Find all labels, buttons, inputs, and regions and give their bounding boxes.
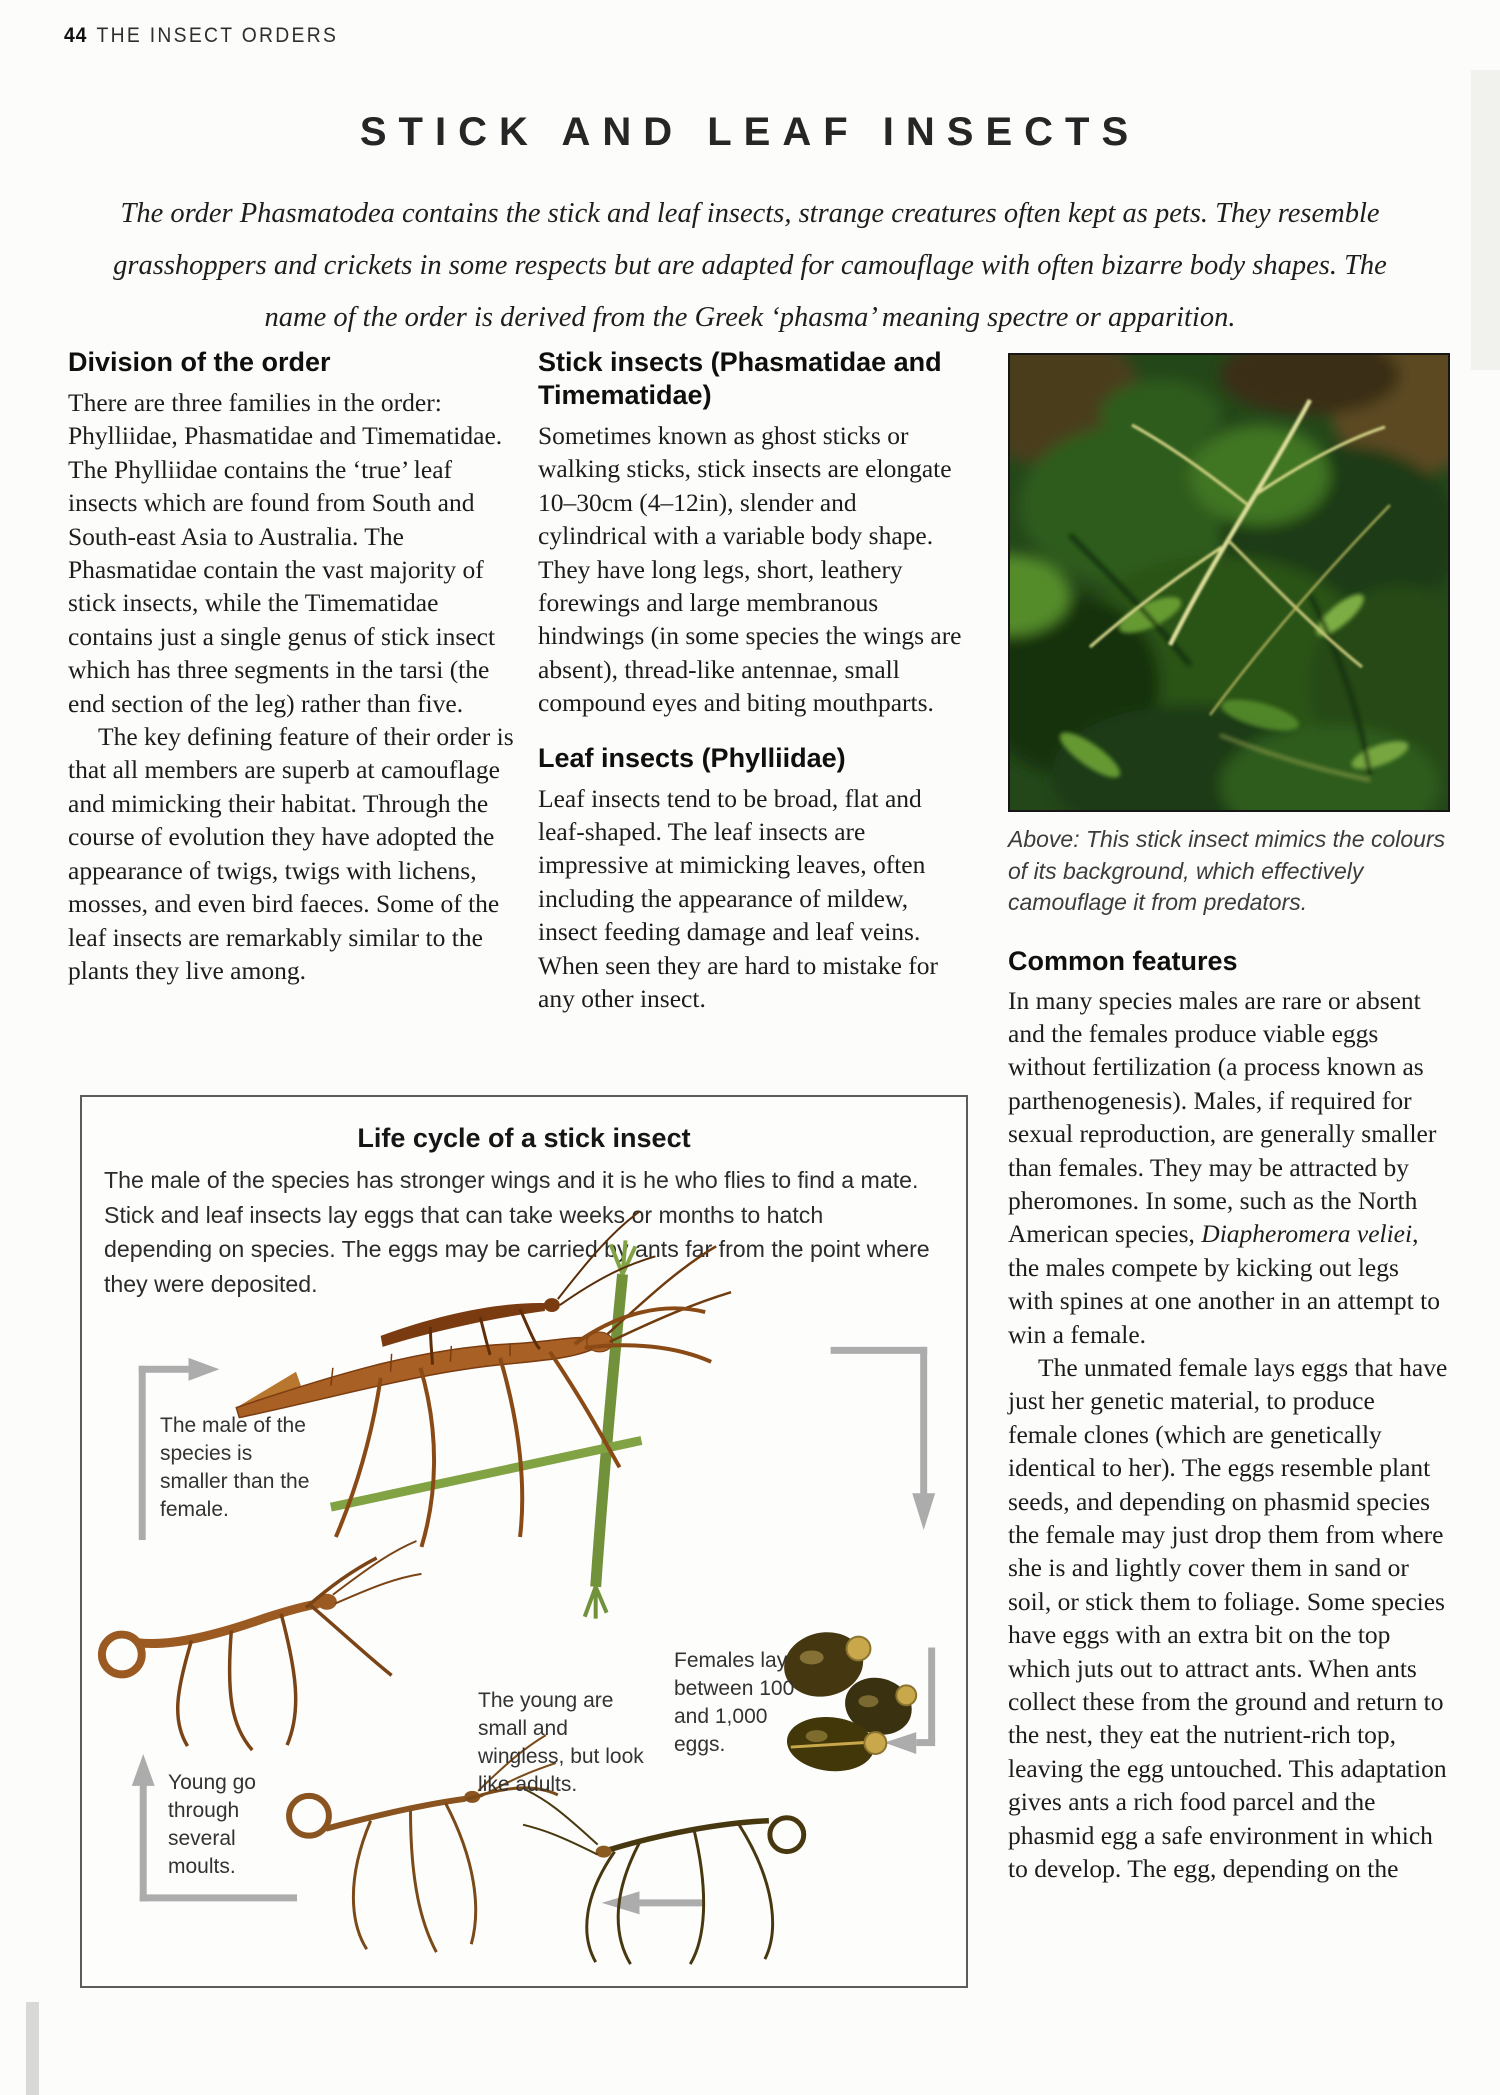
stick-insects-heading: Stick insects (Phasmatidae and Timematidae) — [538, 347, 942, 410]
running-header — [64, 24, 338, 48]
lifecycle-box — [80, 1095, 968, 1988]
habitat-photo — [1008, 353, 1450, 812]
common-features-heading: Common features — [1008, 945, 1238, 976]
column-common-features — [1008, 353, 1450, 1885]
label-male: The male of the species is smaller than the female. — [160, 1414, 310, 1521]
common-para1-b: , the males compete by kicking out legs with spines at one another in an attempt to win a female. — [1008, 1219, 1440, 1349]
column-division — [68, 346, 515, 987]
male-adult-illustration — [102, 1541, 422, 1750]
stick-insects-body: Sometimes known as ghost sticks or walking sticks, stick insects are elongate 10–30cm (4–12in), slender and cylindrical with a variable body shape. They have long legs, short, leathery forewings and large membranous hindwings (in some species the wings are absent), thread-like antennae, small compound eyes and biting mouthparts. — [538, 421, 962, 718]
foliage-photo-graphic — [1010, 355, 1448, 810]
page-number: 44 — [64, 24, 88, 47]
adult-mating-pair-illustration — [236, 1211, 731, 1546]
column-stick-leaf — [538, 346, 970, 1016]
scan-artifact-left — [26, 2002, 39, 2095]
section-header: THE INSECT ORDERS — [96, 24, 339, 47]
common-features-para-1 — [1008, 984, 1450, 1351]
division-para-1: There are three families in the order: Phylliidae, Phasmatidae and Timematidae. The Phylliidae contains the ‘true’ leaf insects which are found from South and South-east Asia to Australia. The Phasmatidae contain the vast majority of stick insects, while the Timematidae contains just a single genus of stick insect which has three segments in the tarsi (the end section of the leg) rather than five. — [68, 388, 503, 718]
photo-caption: Above: This stick insect mimics the colours of its background, which effectively camouflage it from predators. — [1008, 826, 1446, 915]
common-para1-a: In many species males are rare or absent and the females produce viable eggs without fertilization (a process known as parthenogenesis). Males, if required for sexual reproduction, are generally smaller than females. They may be attracted by pheromones. In some, such as the North American species, — [1008, 985, 1437, 1249]
leaf-insects-heading: Leaf insects (Phylliidae) — [538, 742, 846, 773]
label-moults: Young go through several moults. — [168, 1771, 256, 1878]
leaf-insects-body: Leaf insects tend to be broad, flat and leaf-shaped. The leaf insects are impressive at mimicking leaves, often including the appearance of mildew, insect feeding damage and leaf veins. When seen they are hard to mistake for any other insect. — [538, 783, 939, 1014]
cycle-arrow-right-down-icon — [831, 1347, 936, 1530]
species-name: Diapheromera veliei — [1201, 1219, 1413, 1249]
common-features-para-2: The unmated female lays eggs that have just her genetic material, to produce female clones (which are genetically identical to her). The eggs resemble plant seeds, and depending on phasmid species the female may just drop them from where she is and lightly cover them in sand or soil, or stick them to foliage. Some species have eggs with an extra bit on the top which juts out to attract ants. When ants collect these from the ground and return to the nest, they eat the nutrient-rich top, leaving the egg untouched. This adaptation gives ants a rich food parcel and the phasmid egg a safe environment in which to develop. The egg, depending on the — [1008, 1352, 1448, 1884]
scan-artifact-right — [1471, 70, 1500, 370]
division-para-2: The key defining feature of their order is that all members are superb at camouflage and mimicking their habitat. Through the course of evolution they have adopted the appearance of twigs, twigs with lichens, mosses, and even bird faeces. Some of the leaf insects are remarkably similar to the plants they live among. — [68, 722, 514, 985]
young-nymph-right-illustration — [523, 1790, 804, 1964]
label-young: The young are small and wingless, but look like adults. — [478, 1689, 644, 1796]
intro-paragraph: The order Phasmatodea contains the stick and leaf insects, strange creatures often kept as pets. They resemble grasshoppers and crickets in some respects but are adapted for camouflage with often bizarre body shapes. The name of the order is derived from the Greek ‘phasma’ meaning spectre or apparition. — [113, 198, 1387, 333]
label-females: Females lay between 100 and 1,000 eggs. — [674, 1649, 795, 1756]
division-heading: Division of the order — [68, 347, 331, 377]
lifecycle-intro: The male of the species has stronger wings and it is he who flies to find a mate. Stick and leaf insects lay eggs that can take weeks or months to hatch depending on species. The eggs may be carried by ants far from the point where they were deposited. — [104, 1167, 930, 1297]
lifecycle-title: Life cycle of a stick insect — [357, 1123, 691, 1153]
page-title: STICK AND LEAF INSECTS — [359, 110, 1141, 154]
